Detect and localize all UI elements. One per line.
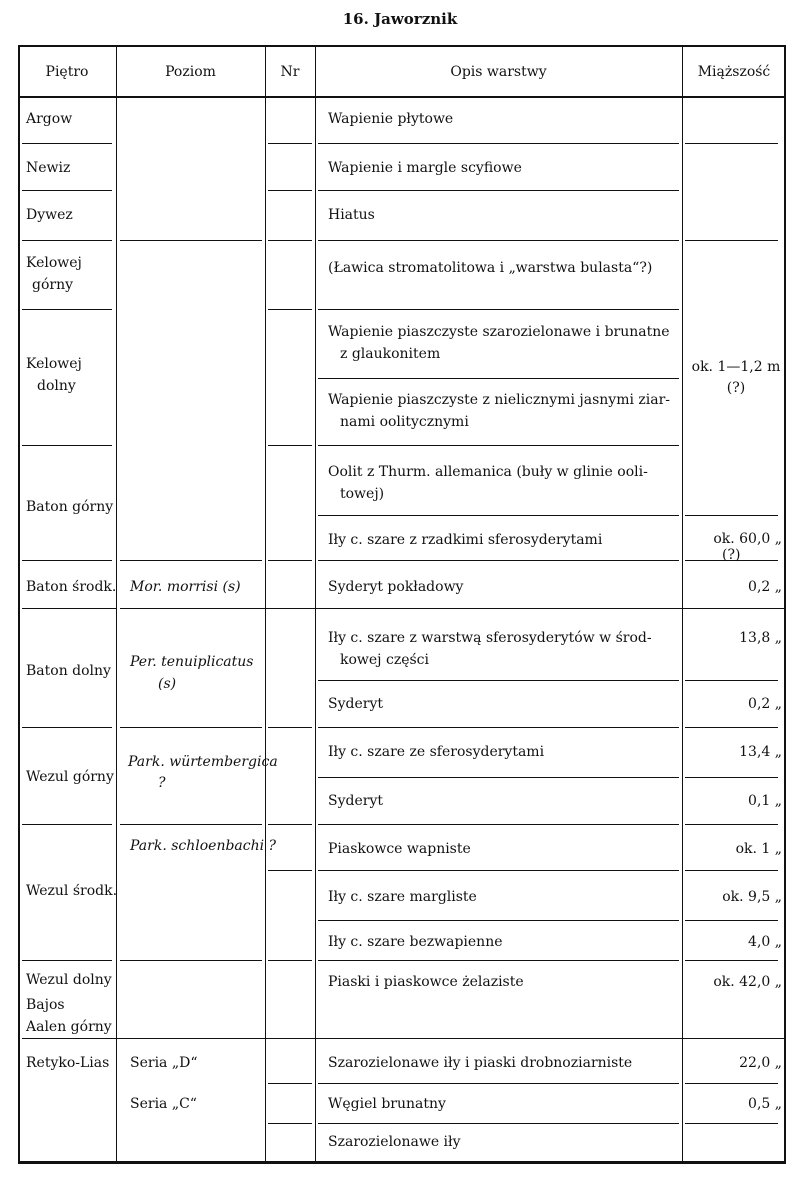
stage-bajos: Bajos: [26, 997, 65, 1013]
stage-aalen: Aalen górny: [26, 1019, 112, 1035]
column-divider: [116, 45, 117, 1164]
row-rule: [685, 870, 778, 871]
layer-description: Wapienie płytowe: [328, 111, 454, 127]
row-rule: [685, 143, 778, 144]
header-poziom: Poziom: [165, 64, 216, 80]
row-rule: [268, 190, 312, 191]
header-pietro: Piętro: [45, 64, 89, 80]
layer-description: Iły c. szare margliste: [328, 889, 477, 905]
stage-dywez: Dywez: [26, 207, 73, 223]
thickness-value: (?): [726, 380, 746, 396]
level-park-wurtembergica-2: ?: [158, 775, 166, 791]
stage-kelowej-gorny-2: górny: [32, 277, 74, 293]
row-rule: [685, 920, 778, 921]
level-seria-c: Seria „C“: [130, 1096, 197, 1112]
row-rule: [685, 1083, 778, 1084]
thickness-value: 0,2 „: [748, 696, 782, 712]
layer-description: Szarozielonawe iły i piaski drobnoziarniste: [328, 1055, 633, 1071]
row-rule: [318, 560, 679, 561]
row-rule: [318, 727, 679, 728]
thickness-value: 0,1 „: [748, 793, 782, 809]
thickness-value: ok. 9,5 „: [722, 889, 782, 905]
row-rule: [268, 824, 312, 825]
row-rule: [318, 240, 679, 241]
layer-description: Wapienie piaszczyste z nielicznymi jasnymi ziar-: [328, 392, 671, 408]
row-rule: [682, 608, 786, 609]
stage-argow: Argow: [26, 111, 73, 127]
row-rule: [315, 608, 682, 609]
stage-wezul-dolny: Wezul dolny: [26, 972, 112, 988]
row-rule: [315, 1038, 682, 1039]
level-park-wurtembergica-1: Park. würtembergica: [128, 754, 278, 770]
thickness-value: ok. 1—1,2 m: [691, 359, 781, 375]
level-park-schloenbachi: Park. schloenbachi ?: [130, 838, 277, 854]
column-divider: [265, 45, 266, 1164]
row-rule: [268, 560, 312, 561]
row-rule: [268, 960, 312, 961]
layer-description: Iły c. szare bezwapienne: [328, 934, 503, 950]
layer-description: Iły c. szare z rzadkimi sferosyderytami: [328, 532, 603, 548]
row-rule: [22, 309, 112, 310]
layer-description: Szarozielonawe iły: [328, 1134, 461, 1150]
row-rule: [685, 727, 778, 728]
row-rule: [22, 727, 112, 728]
row-rule: [685, 1123, 778, 1124]
layer-description: Iły c. szare z warstwą sferosyderytów w środ-: [328, 630, 652, 646]
row-rule: [318, 190, 679, 191]
row-rule: [318, 960, 679, 961]
row-rule: [120, 960, 262, 961]
header-nr: Nr: [280, 64, 300, 80]
row-rule: [22, 240, 112, 241]
row-rule: [318, 777, 679, 778]
row-rule: [22, 560, 112, 561]
row-rule: [22, 824, 112, 825]
row-rule: [268, 727, 312, 728]
row-rule: [318, 680, 679, 681]
stage-kelowej-dolny-2: dolny: [37, 378, 76, 394]
layer-description: kowej części: [340, 652, 429, 668]
row-rule: [268, 870, 312, 871]
table-frame: [18, 45, 786, 1164]
stage-baton-srodk: Baton środk.: [26, 579, 117, 595]
row-rule: [268, 1083, 312, 1084]
row-rule: [120, 560, 262, 561]
row-rule: [685, 240, 778, 241]
row-rule: [318, 143, 679, 144]
column-divider: [315, 45, 316, 1164]
row-rule: [318, 1083, 679, 1084]
row-rule: [22, 190, 112, 191]
row-rule: [685, 777, 778, 778]
row-rule: [318, 1123, 679, 1124]
row-rule: [265, 608, 315, 609]
thickness-value: (?): [722, 547, 741, 563]
row-rule: [120, 97, 262, 98]
layer-description: z glaukonitem: [340, 346, 441, 362]
stage-baton-gorny: Baton górny: [26, 499, 114, 515]
header-miazszosc: Miąższość: [697, 64, 771, 80]
layer-description: Syderyt: [328, 793, 383, 809]
row-rule: [22, 143, 112, 144]
row-rule: [318, 870, 679, 871]
layer-description: (Ławica stromatolitowa i „warstwa bulasta“?): [328, 260, 653, 276]
thickness-value: 0,2 „: [748, 579, 782, 595]
level-per-tenuiplicatus-1: Per. tenuiplicatus: [130, 654, 254, 670]
layer-description: Syderyt: [328, 696, 383, 712]
page-title: 16. Jaworznik: [342, 10, 458, 28]
row-rule: [22, 960, 112, 961]
stage-baton-dolny: Baton dolny: [26, 663, 111, 679]
thickness-value: 4,0 „: [748, 934, 782, 950]
thickness-value: 13,4 „: [739, 744, 782, 760]
layer-description: Oolit z Thurm. allemanica (buły w glinie ooli-: [328, 464, 648, 480]
layer-description: Piaski i piaskowce żelaziste: [328, 974, 524, 990]
row-rule: [120, 240, 262, 241]
layer-description: Wapienie i margle scyfiowe: [328, 160, 522, 176]
row-rule: [318, 309, 679, 310]
row-rule: [685, 515, 778, 516]
row-rule: [268, 445, 312, 446]
stage-kelowej-gorny-1: Kelowej: [26, 255, 82, 271]
row-rule: [685, 824, 778, 825]
stage-wezul-gorny: Wezul górny: [26, 769, 114, 785]
row-rule: [318, 515, 679, 516]
header-opis: Opis warstwy: [450, 64, 547, 80]
layer-description: Węgiel brunatny: [328, 1096, 446, 1112]
row-rule: [120, 727, 262, 728]
row-rule: [685, 960, 778, 961]
level-per-tenuiplicatus-2: (s): [158, 676, 177, 692]
row-rule: [22, 608, 116, 609]
row-rule: [268, 240, 312, 241]
thickness-value: ok. 42,0 „: [713, 974, 782, 990]
row-rule: [685, 680, 778, 681]
row-rule: [318, 920, 679, 921]
layer-description: Piaskowce wapniste: [328, 841, 471, 857]
layer-description: Wapienie piaszczyste szarozielonawe i brunatne: [328, 324, 670, 340]
thickness-value: 13,8 „: [739, 630, 782, 646]
layer-description: nami oolitycznymi: [340, 414, 469, 430]
thickness-value: 22,0 „: [739, 1055, 782, 1071]
thickness-value: 0,5 „: [748, 1096, 782, 1112]
row-rule: [318, 824, 679, 825]
row-rule: [22, 445, 112, 446]
row-rule: [116, 1038, 265, 1039]
column-divider: [682, 45, 683, 1164]
row-rule: [268, 309, 312, 310]
row-rule: [268, 1123, 312, 1124]
stage-retyko-lias: Retyko-Lias: [26, 1055, 110, 1071]
row-rule: [120, 824, 262, 825]
layer-description: Iły c. szare ze sferosyderytami: [328, 744, 545, 760]
row-rule: [120, 608, 265, 609]
layer-description: towej): [340, 486, 385, 502]
thickness-value: ok. 60,0 „: [713, 531, 782, 547]
stage-newiz: Newiz: [26, 160, 71, 176]
level-seria-d: Seria „D“: [130, 1055, 198, 1071]
stage-wezul-srodk: Wezul środk.: [26, 883, 118, 899]
row-rule: [268, 143, 312, 144]
level-mor-morrisi: Mor. morrisi (s): [130, 579, 241, 595]
row-rule: [318, 378, 679, 379]
layer-description: Hiatus: [328, 207, 375, 223]
stage-kelowej-dolny-1: Kelowej: [26, 356, 82, 372]
row-rule: [318, 445, 679, 446]
layer-description: Syderyt pokładowy: [328, 579, 464, 595]
row-rule: [22, 1038, 116, 1039]
thickness-value: ok. 1 „: [735, 841, 782, 857]
row-rule: [682, 1038, 786, 1039]
row-rule: [265, 1038, 315, 1039]
